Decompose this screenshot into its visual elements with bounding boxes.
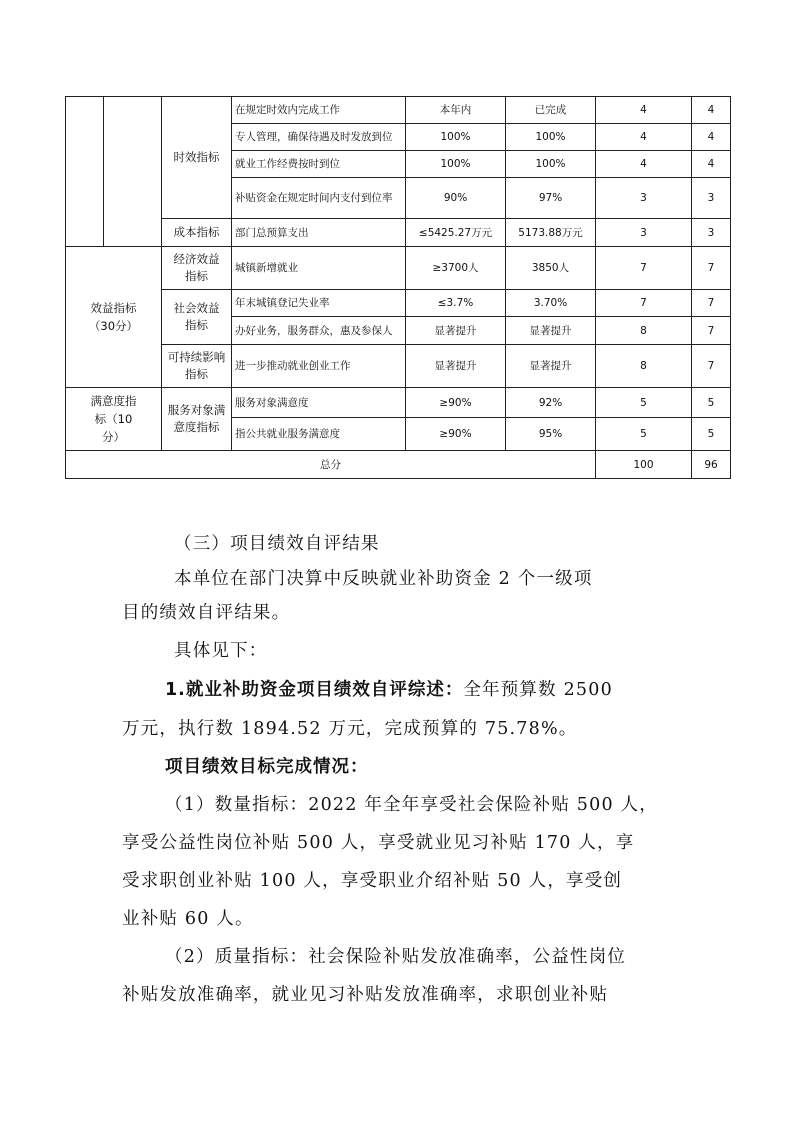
- target-cell: 100%: [406, 151, 506, 178]
- actual-cell: 95%: [506, 418, 596, 451]
- service-label-text: 服务对象满意度指标: [167, 403, 226, 434]
- social-label: [162, 290, 232, 345]
- target-cell: 本年内: [406, 97, 506, 124]
- score-cell: 7: [692, 247, 731, 290]
- score-cell: 4: [692, 124, 731, 151]
- paragraph-line: 受求职创业补贴 100 人，享受职业介绍补贴 50 人，享受创: [122, 871, 623, 891]
- target-cell: 90%: [406, 178, 506, 219]
- target-cell: 100%: [406, 124, 506, 151]
- indicator-cell: 进一步推动就业创业工作: [232, 345, 406, 388]
- weight-cell: 7: [596, 290, 692, 317]
- indicator-cell: 部门总预算支出: [232, 219, 406, 247]
- indicator-cell: 在规定时效内完成工作: [232, 97, 406, 124]
- actual-cell: 显著提升: [506, 345, 596, 388]
- indicator-cell: 就业工作经费按时到位: [232, 151, 406, 178]
- score-cell: 7: [692, 317, 731, 345]
- weight-cell: 5: [596, 388, 692, 418]
- score-cell: 4: [692, 151, 731, 178]
- actual-cell: 已完成: [506, 97, 596, 124]
- blank-cell: [104, 97, 162, 247]
- sustain-label: [162, 345, 232, 388]
- summary-text: 全年预算数 2500: [463, 680, 613, 700]
- actual-cell: 92%: [506, 388, 596, 418]
- actual-cell: 显著提升: [506, 317, 596, 345]
- benefit-label: [66, 247, 162, 388]
- score-cell: 3: [692, 178, 731, 219]
- econ-label: [162, 247, 232, 290]
- service-label: [162, 388, 232, 451]
- social-label-text: 社会效益指标: [173, 301, 220, 332]
- actual-cell: 3.70%: [506, 290, 596, 317]
- weight-cell: 4: [596, 151, 692, 178]
- paragraph-line: （1）数量指标：2022 年全年享受社会保险补贴 500 人，: [165, 795, 658, 815]
- indicator-cell: 服务对象满意度: [232, 388, 406, 418]
- benefit-label-text: 效益指标（30分）: [88, 301, 139, 333]
- satisfaction-label-text: 满意度指标（10分）: [90, 394, 137, 444]
- score-cell: 7: [692, 290, 731, 317]
- indicator-cell: 年末城镇登记失业率: [232, 290, 406, 317]
- section-heading: （三）项目绩效自评结果: [174, 534, 380, 554]
- paragraph-line: 享受公益性岗位补贴 500 人，享受就业见习补贴 170 人，享: [122, 833, 635, 853]
- target-cell: 显著提升: [406, 317, 506, 345]
- actual-cell: 3850人: [506, 247, 596, 290]
- summary-heading: 1.就业补助资金项目绩效自评综述：: [165, 680, 464, 700]
- paragraph-line: 万元，执行数 1894.52 万元，完成预算的 75.78%。: [122, 719, 578, 739]
- cost-label: 成本指标: [162, 219, 232, 247]
- sustain-label-text: 可持续影响指标: [167, 350, 226, 381]
- score-cell: 7: [692, 345, 731, 388]
- indicator-cell: 指公共就业服务满意度: [232, 418, 406, 451]
- score-cell: 4: [692, 97, 731, 124]
- weight-cell: 8: [596, 345, 692, 388]
- blank-cell: [66, 97, 104, 247]
- econ-label-text: 经济效益指标: [173, 252, 220, 283]
- target-cell: ≥90%: [406, 388, 506, 418]
- paragraph-line: 本单位在部门决算中反映就业补助资金 2 个一级项: [174, 569, 593, 589]
- paragraph-line: 业补贴 60 人。: [122, 909, 254, 929]
- paragraph-line: 具体见下：: [174, 641, 268, 661]
- indicator-cell: 专人管理，确保待遇及时发放到位: [232, 124, 406, 151]
- indicator-cell: 办好业务，服务群众，惠及参保人: [232, 317, 406, 345]
- target-cell: ≤5425.27万元: [406, 219, 506, 247]
- timeliness-label: 时效指标: [162, 97, 232, 219]
- weight-cell: 3: [596, 219, 692, 247]
- paragraph-line: （2）质量指标：社会保险补贴发放准确率，公益性岗位: [165, 947, 627, 967]
- weight-cell: 5: [596, 418, 692, 451]
- target-cell: ≤3.7%: [406, 290, 506, 317]
- actual-cell: 5173.88万元: [506, 219, 596, 247]
- target-cell: ≥90%: [406, 418, 506, 451]
- indicator-cell: 城镇新增就业: [232, 247, 406, 290]
- indicator-cell: 补贴资金在规定时间内支付到位率: [232, 178, 406, 219]
- weight-cell: 4: [596, 97, 692, 124]
- score-cell: 5: [692, 388, 731, 418]
- target-cell: ≥3700人: [406, 247, 506, 290]
- paragraph-line: 补贴发放准确率，就业见习补贴发放准确率，求职创业补贴: [122, 985, 609, 1005]
- total-weight: 100: [596, 451, 692, 479]
- target-cell: 显著提升: [406, 345, 506, 388]
- weight-cell: 3: [596, 178, 692, 219]
- actual-cell: 100%: [506, 151, 596, 178]
- score-cell: 5: [692, 418, 731, 451]
- actual-cell: 100%: [506, 124, 596, 151]
- score-cell: 3: [692, 219, 731, 247]
- actual-cell: 97%: [506, 178, 596, 219]
- satisfaction-label: [66, 388, 162, 451]
- paragraph-line: 目的绩效自评结果。: [122, 603, 291, 623]
- weight-cell: 8: [596, 317, 692, 345]
- weight-cell: 4: [596, 124, 692, 151]
- summary-line: [165, 677, 613, 703]
- total-label: 总分: [66, 451, 596, 479]
- performance-table: [65, 96, 731, 479]
- total-score: 96: [692, 451, 731, 479]
- weight-cell: 7: [596, 247, 692, 290]
- subheading: 项目绩效目标完成情况：: [165, 757, 369, 777]
